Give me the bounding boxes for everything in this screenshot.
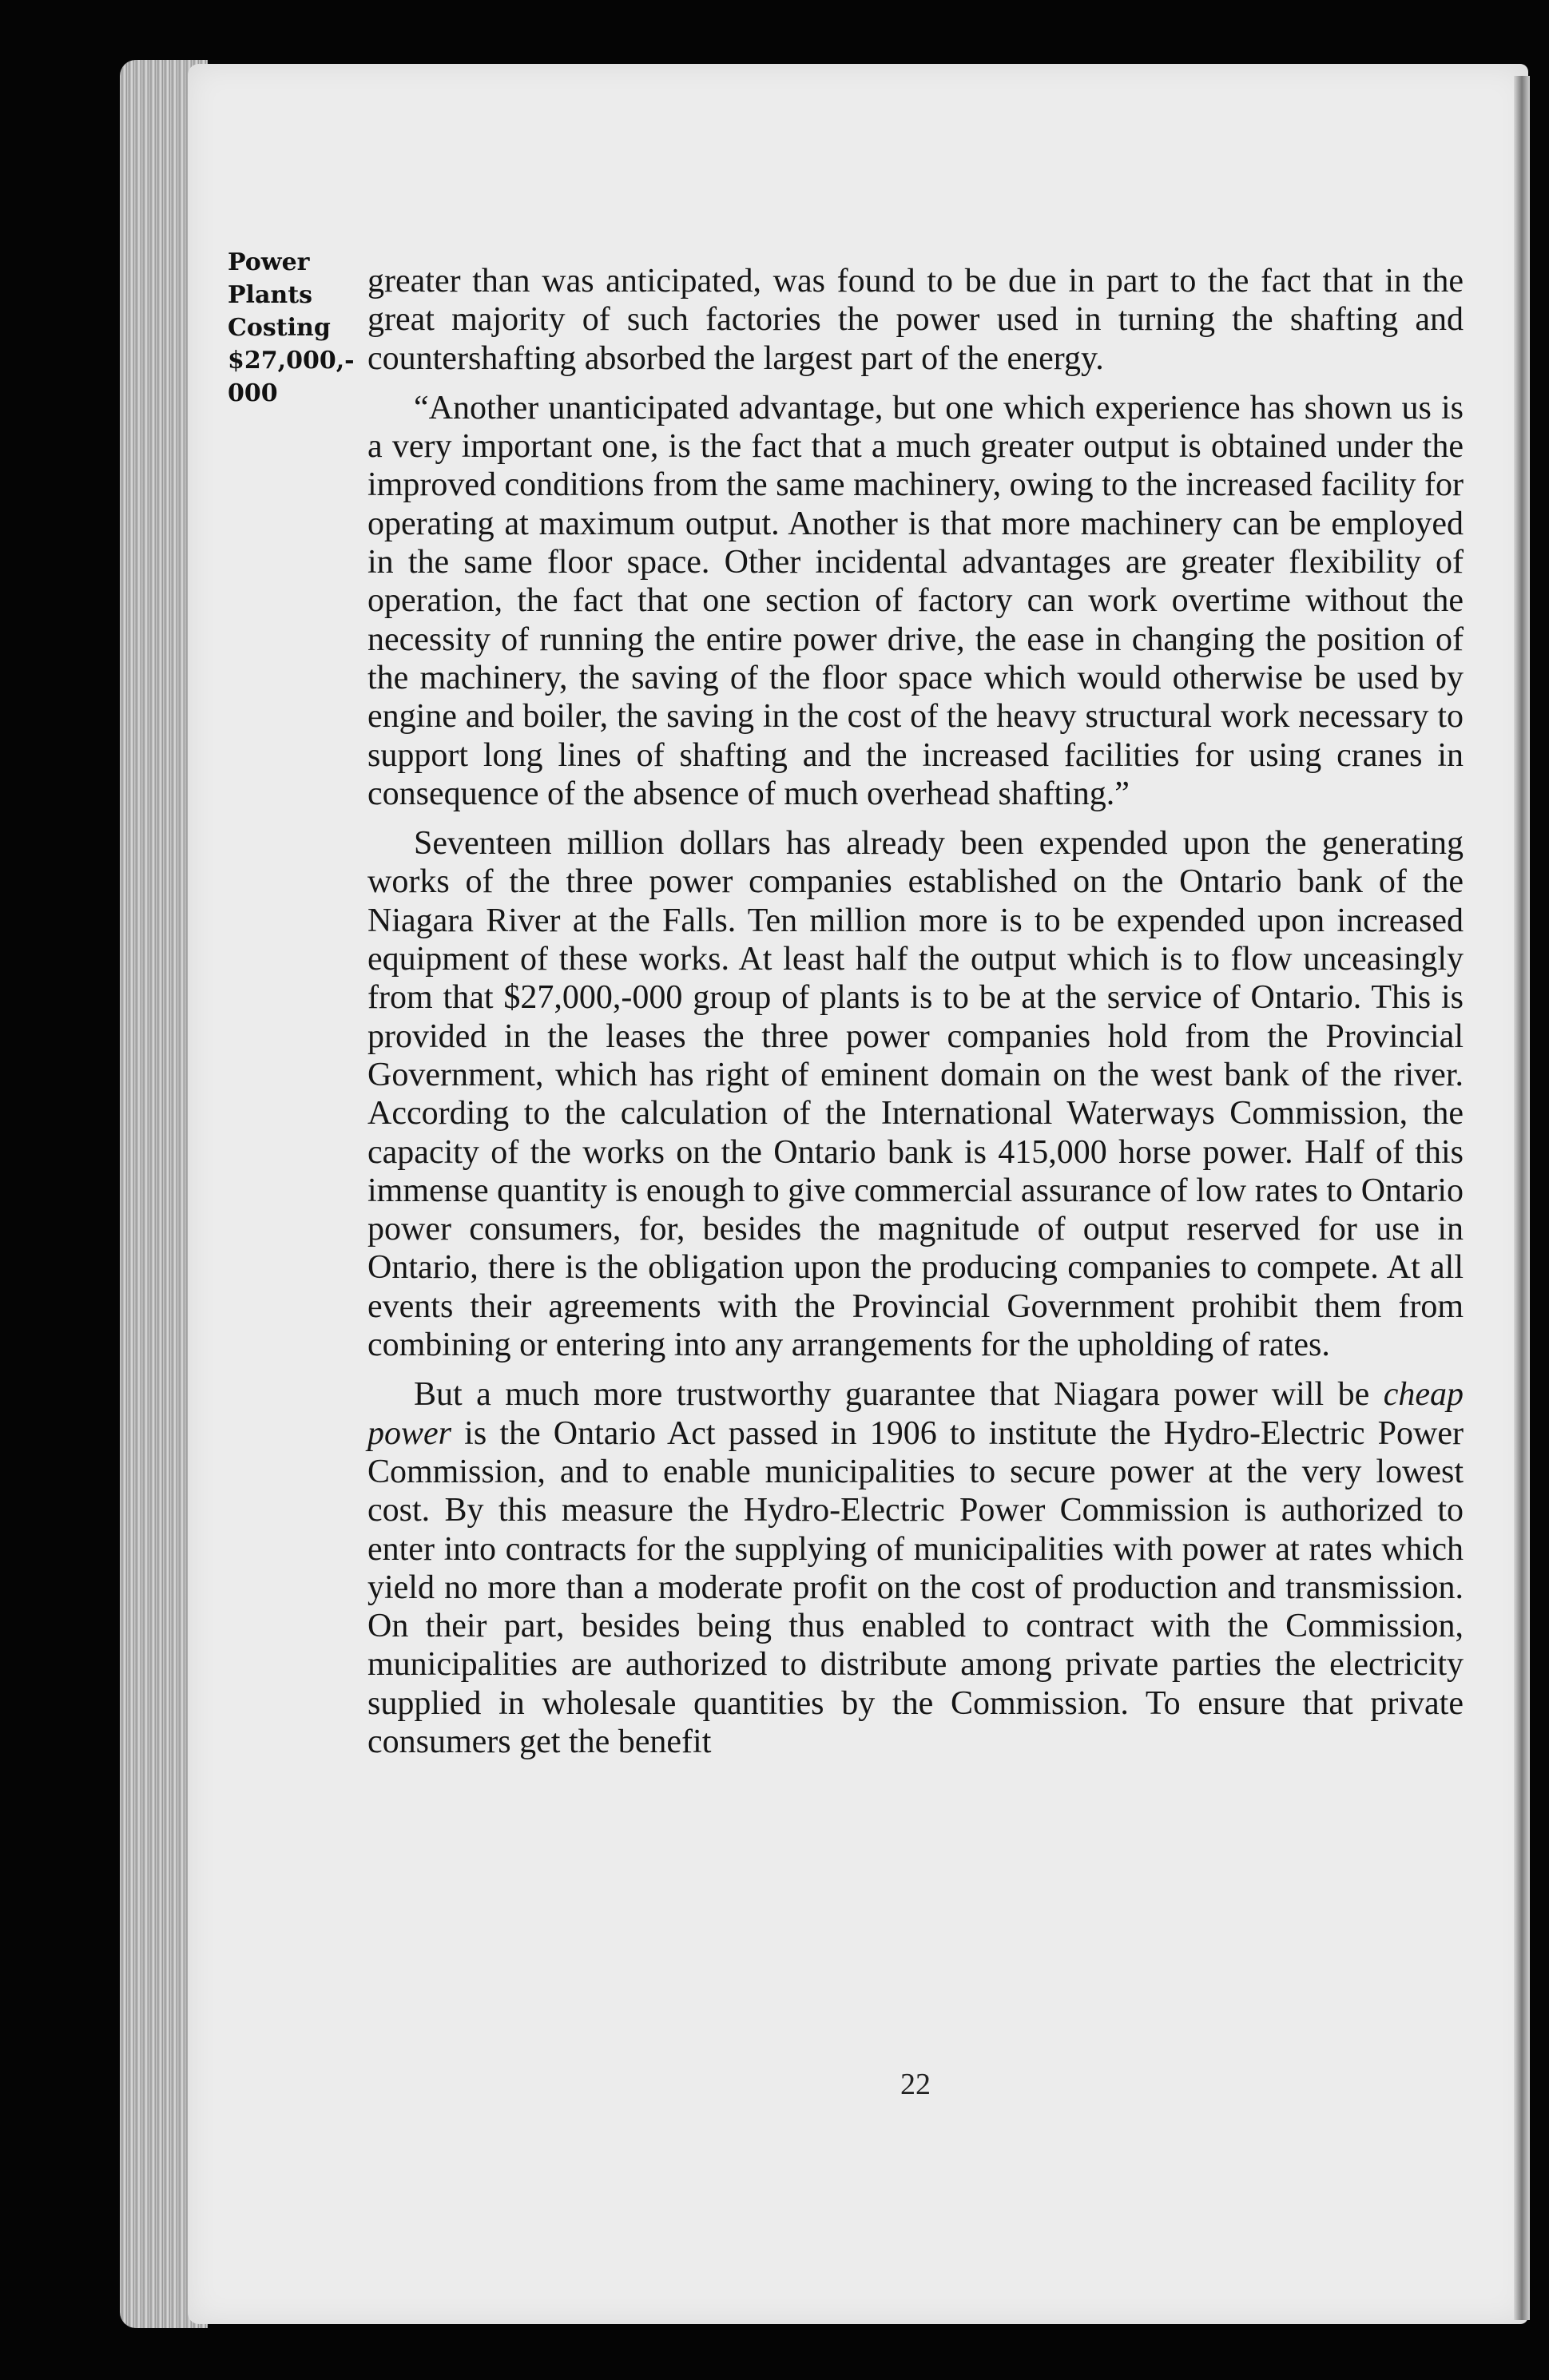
footer xyxy=(367,0,1464,2156)
margin-note-line: Power xyxy=(228,248,310,276)
italic-phrase: cheap power xyxy=(367,1376,1464,1452)
paragraph-investment: Seventeen million dollars has already been expended upon the generating works of the three power companies established on the Ontario bank of the Niagara River at the Falls. Ten million more is to be expended upon increased equipment of these works. At least half the output which is to flow unceasingly from that $27,000,-000 group of plants is to be at the service of Ontario. This is provided in the leases the three power companies hold from the Provincial Government, which has right of eminent domain on the west bank of the river. According to the calculation of the International Waterways Commission, the capacity of the works on the Ontario bank is 415,000 horse power. Half of this immense quantity is enough to give commercial assurance of low rates to Ontario power consumers, for, besides the magnitude of output reserved for use in Ontario, there is the obligation upon the producing companies to compete. At all events their agreements with the Provincial Government prohibit them from combining or entering into any arrangements for the upholding of rates. xyxy=(367,825,1464,1364)
page-gutter-shadow xyxy=(1514,76,1530,2320)
paragraph-text: is the Ontario Act passed in 1906 to institute the Hydro-Electric Power Commission, and to enable municipalities to secure power at the very lowest cost. By this measure the Hydro-Electric Power Commission is authorized to enter into contracts for the supplying of municipalities with power at rates which yield no more than a moderate profit on the cost of production and transmission. On their part, besides being thus enabled to contract with the Commission, municipalities are authorized to distribute among private parties the electricity supplied in wholesale quantities by the Commission. To ensure that private consumers get the benefit xyxy=(367,1414,1464,1760)
paragraph-continuation: greater than was anticipated, was found to be due in part to the fact that in the great majority of such factories the power used in turning the shafting and countershafting absorbed the largest part of the energy. xyxy=(367,263,1464,377)
margin-note-line: Costing xyxy=(228,314,331,342)
margin-note xyxy=(228,246,371,410)
margin-note-line: $27,000,- xyxy=(228,347,355,375)
paragraph-text: But a much more trustworthy guarantee that Niagara power will be xyxy=(414,1376,1384,1414)
paragraph-quote: “Another unanticipated advantage, but one which experience has shown us is a very important one, is the fact that a much greater output is obtained under the improved conditions from the same machinery, owing to the increased facility for operating at maximum output. Another is that more machinery can be employed in the same floor space. Other incidental advantages are greater flexibility of operation, the fact that one section of factory can work overtime without the necessity of running the entire power drive, the ease in changing the position of the machinery, the saving of the floor space which would otherwise be used by engine and boiler, the saving in the cost of the heavy structural work necessary to support long lines of shafting and the increased facilities for using cranes in consequence of the absence of much overhead shafting.” xyxy=(367,389,1464,812)
margin-note-line: Plants xyxy=(228,281,312,309)
margin-note-line: 000 xyxy=(228,379,278,407)
page-number: 22 xyxy=(900,2068,931,2101)
